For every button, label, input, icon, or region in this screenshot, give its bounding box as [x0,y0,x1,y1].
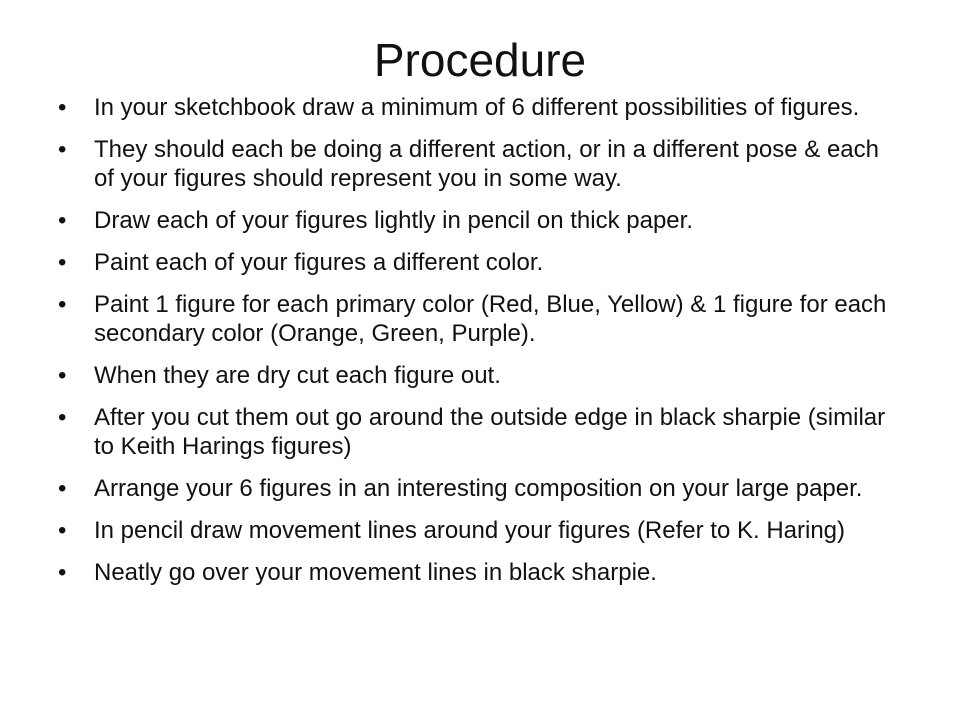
bullet-icon: • [58,475,67,502]
bullet-list [58,93,888,600]
bullet-icon: • [58,136,67,163]
slide-title: Procedure [373,34,587,86]
bullet-text: In your sketchbook draw a minimum of 6 different possibilities of figures. [94,94,860,121]
bullet-text: Neatly go over your movement lines in black sharpie. [94,559,657,586]
bullet-text: Paint each of your figures a different color. [94,249,544,276]
bullet-text: Draw each of your figures lightly in pencil on thick paper. [94,207,693,234]
bullet-icon: • [58,404,67,431]
bullet-icon: • [58,291,67,318]
bullet-text: Paint 1 figure for each primary color (Red, Blue, Yellow) & 1 figure for each secondary color (Orange, Green, Purple). [94,291,887,347]
bullet-item [58,474,888,503]
bullet-text: In pencil draw movement lines around your figures (Refer to K. Haring) [94,517,846,544]
bullet-icon: • [58,94,67,121]
bullet-item [58,290,888,348]
bullet-text: Arrange your 6 figures in an interesting composition on your large paper. [94,475,863,502]
bullet-item [58,558,888,587]
bullet-item [58,135,888,193]
bullet-icon: • [58,362,67,389]
bullet-icon: • [58,249,67,276]
bullet-item [58,361,888,390]
bullet-icon: • [58,207,67,234]
bullet-item [58,206,888,235]
bullet-item [58,93,888,122]
bullet-icon: • [58,559,67,586]
bullet-text: After you cut them out go around the outside edge in black sharpie (similar to Keith Harings figures) [94,404,886,460]
bullet-item [58,248,888,277]
bullet-item [58,516,888,545]
bullet-text: They should each be doing a different action, or in a different pose & each of your figures should represent you in some way. [94,136,879,192]
bullet-icon: • [58,517,67,544]
bullet-item [58,403,888,461]
bullet-text: When they are dry cut each figure out. [94,362,501,389]
